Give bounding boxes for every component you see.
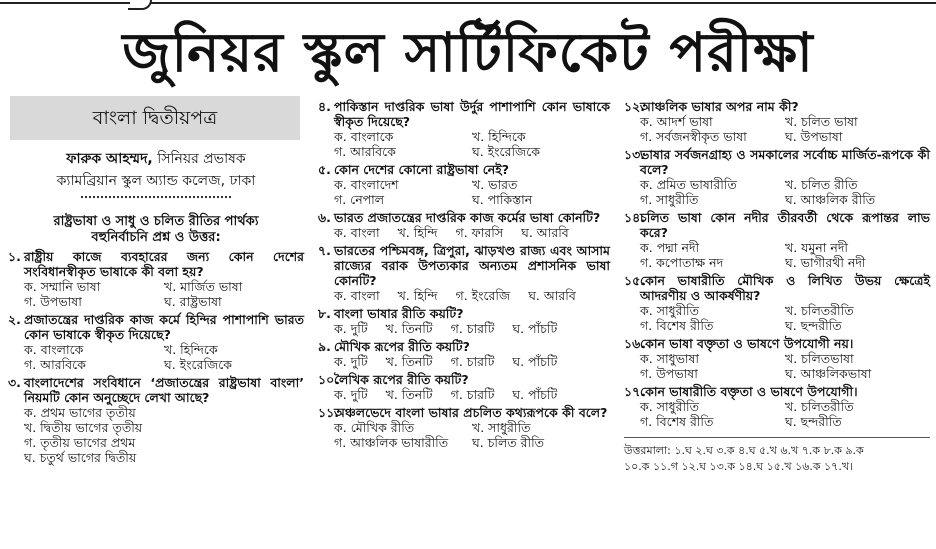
question-15	[624, 273, 930, 333]
option-ga: গ. আরবিকে	[24, 357, 86, 372]
option-kha: খ. চলিত রীতি	[785, 177, 858, 192]
option-gha: ঘ. ইংরেজিকে	[472, 144, 540, 159]
option-ga: গ. কপোতাক্ষ নদ	[640, 255, 724, 270]
option-ga: গ. চারটি	[450, 354, 495, 369]
option-gha: ঘ. আঞ্চলিকভাষা	[785, 366, 872, 381]
question-number: ৩.	[8, 375, 21, 390]
question-number: ১০.	[318, 372, 339, 387]
option-ga: গ. চারটি	[450, 387, 495, 402]
option-ka: ক. সম্মানি ভাষা	[24, 279, 101, 294]
option-gha: ঘ. পাঁচটি	[512, 321, 558, 336]
question-text: পাকিস্তান দাপ্তরিক ভাষা উর্দুর পাশাপাশি কোন ভাষাকে স্বীকৃত দিয়েছে?	[334, 99, 610, 129]
question-text: লৈখিক রূপের রীতি কয়টি?	[334, 372, 469, 387]
question-4	[318, 99, 610, 159]
question-text: অঞ্চলভেদে বাংলা ভাষার প্রচলিত কথ্যরূপকে কী বলে?	[334, 405, 608, 420]
option-kha: খ. চলিত ভাষা	[785, 114, 858, 129]
question-8	[318, 306, 610, 336]
option-ga: গ. চারটি	[450, 321, 495, 336]
question-10	[318, 372, 610, 402]
option-ga: গ. নেপাল	[334, 192, 385, 207]
topic-line-1: রাষ্ট্রভাষা ও সাধু ও চলিত রীতির পার্থক্য	[53, 214, 259, 229]
option-kha: খ. তিনটি	[385, 321, 433, 336]
question-text: প্রজাতন্ত্রের দাপ্তরিক কাজ কর্মে হিন্দির পাশাপাশি ভারত কোন ভাষাকে স্বীকৃত দিয়েছে?	[24, 312, 304, 342]
option-ka: ক. সাধুরীতি	[640, 399, 699, 414]
option-gha: ঘ. উপভাষা	[785, 129, 843, 144]
option-kha: খ. সাধুরীতি	[472, 420, 531, 435]
option-ka: ক. বাংলা	[334, 225, 380, 240]
option-ka: ক. মৌখিক রীতি	[334, 420, 415, 435]
option-gha: ঘ. পাঁচটি	[512, 387, 558, 402]
top-border	[0, 0, 936, 8]
option-kha: খ. হিন্দি	[397, 288, 438, 303]
question-text: কোন ভাষারীতি বক্তৃতা ও ভাষণে উপযোগী।	[640, 384, 858, 399]
option-ga: গ. তৃতীয় ভাগের প্রথম	[24, 435, 136, 450]
option-ga: গ. উপভাষা	[640, 366, 698, 381]
option-kha: খ. হিন্দিকে	[472, 129, 526, 144]
question-number: ১১.	[318, 405, 339, 420]
question-number: ১৫.	[624, 273, 645, 288]
question-text: কোন ভাষা বক্তৃতা ও ভাষণে উপযোগী নয়।	[640, 336, 854, 351]
option-gha: ঘ. পাঁচটি	[512, 354, 558, 369]
question-5	[318, 162, 610, 207]
question-text: চলিত ভাষা কোন নদীর তীরবর্তী থেকে রূপান্তর লাভ করে?	[640, 210, 930, 240]
option-ka: ক. দুটি	[334, 387, 368, 402]
option-kha: খ. ভারত	[472, 177, 518, 192]
question-text: আঞ্চলিক ভাষার অপর নাম কী?	[640, 99, 799, 114]
option-ka: ক. দুটি	[334, 354, 368, 369]
option-ga: গ. ফারসি	[455, 225, 504, 240]
column-1	[8, 96, 304, 465]
question-11	[318, 405, 610, 450]
option-ga: গ. বিশেষ রীতি	[640, 414, 714, 429]
question-number: ৭.	[318, 243, 331, 258]
question-text: বাংলাদেশের সংবিধানে ‘প্রজাতন্ত্রের রাষ্ট্রভাষা বাংলা’ নিয়মটি কোন অনুচ্ছেদে লেখা আছে?	[24, 375, 304, 405]
page-title: জুনিয়র স্কুল সার্টিফিকেট পরীক্ষা	[122, 21, 814, 84]
question-text: কোন ভাষারীতি মৌখিক ও লিখিত উভয় ক্ষেত্রেই আদরণীয় ও আকর্ষণীয়?	[640, 273, 930, 303]
option-gha: ঘ. আঞ্চলিক রীতি	[785, 192, 876, 207]
option-gha: ঘ. আরবি	[528, 288, 576, 303]
question-2	[8, 312, 304, 372]
question-text: রাষ্ট্রীয় কাজে ব্যবহারের জন্য কোন দেশের সংবিধানস্বীকৃত ভাষাকে কী বলা হয়?	[24, 249, 304, 279]
option-gha: ঘ. চতুর্থ ভাগের দ্বিতীয়	[24, 450, 137, 465]
option-ka: ক. বাংলাকে	[24, 342, 84, 357]
author-designation: সিনিয়র প্রভাষক	[157, 151, 246, 167]
question-text: ভাষার সর্বজনগ্রাহ্য ও সমকালের সর্বোচ্চ মার্জিত-রূপকে কী বলে?	[640, 147, 930, 177]
option-kha: খ. দ্বিতীয় ভাগের তৃতীয়	[24, 420, 143, 435]
question-text: কোন দেশের কোনো রাষ্ট্রভাষা নেই?	[334, 162, 509, 177]
question-7	[318, 243, 610, 303]
question-number: ২.	[8, 312, 21, 327]
question-number: ৪.	[318, 99, 331, 114]
question-12	[624, 99, 930, 144]
author-institution: ক্যামব্রিয়ান স্কুল অ্যান্ড কলেজ, ঢাকা	[56, 173, 256, 189]
option-ga: গ. উপভাষা	[24, 294, 82, 309]
option-ga: গ. সর্বজনস্বীকৃত ভাষা	[640, 129, 747, 144]
option-kha: খ. হিন্দি	[397, 225, 438, 240]
option-ka: ক. সাধুভাষা	[640, 351, 700, 366]
option-ka: ক. বাংলাকে	[334, 129, 394, 144]
answer-key-line-2: ১০.ক ১১.গ ১২.ঘ ১৩.ক ১৪.ঘ ১৫.খ ১৬.ক ১৭.খ।	[624, 460, 853, 473]
question-14	[624, 210, 930, 270]
question-number: ৬.	[318, 210, 331, 225]
option-gha: ঘ. ছন্দরীতি	[785, 318, 842, 333]
option-ga: গ. সাধুরীতি	[640, 192, 699, 207]
question-text: মৌখিক রূপের রীতি কয়টি?	[334, 339, 470, 354]
question-text: ভারতের পশ্চিমবঙ্গ, ত্রিপুরা, ঝাড়খণ্ড রাজ্য এবং আসাম রাজ্যের বরাক উপত্যকার অন্যতম প্রশাসনিক ভাষা কোনটি?	[334, 243, 610, 288]
option-gha: ঘ. চলিত রীতি	[472, 435, 545, 450]
question-number: ১৬.	[624, 336, 645, 351]
option-ka: ক. প্রমিত ভাষারীতি	[640, 177, 737, 192]
question-17	[624, 384, 930, 429]
author-block	[8, 148, 304, 198]
option-kha: খ. চলিতরীতি	[785, 303, 854, 318]
option-gha: ঘ. ইংরেজিকে	[164, 357, 232, 372]
question-number: ১.	[8, 249, 21, 264]
option-kha: খ. হিন্দিকে	[164, 342, 218, 357]
question-number: ১৩.	[624, 147, 645, 162]
option-ga: গ. আরবিকে	[334, 144, 396, 159]
question-13	[624, 147, 930, 207]
topic-line-2: বহুনির্বাচনি প্রশ্ন ও উত্তর:	[91, 230, 221, 245]
option-kha: খ. তিনটি	[385, 387, 433, 402]
question-6	[318, 210, 610, 240]
question-text: ভারত প্রজাতন্ত্রের দাপ্তরিক কাজ কর্মের ভাষা কোনটি?	[334, 210, 601, 225]
option-kha: খ. চলিতরীতি	[785, 399, 854, 414]
option-ga: গ. বিশেষ রীতি	[640, 318, 714, 333]
option-ga: গ. আঞ্চলিক ভাষারীতি	[334, 435, 449, 450]
option-ka: ক. প্রথম ভাগের তৃতীয়	[24, 405, 136, 420]
question-number: ১৪.	[624, 210, 645, 225]
option-kha: খ. যমুনা নদী	[785, 240, 848, 255]
question-text: বাংলা ভাষার রীতি কয়টি?	[334, 306, 464, 321]
option-ka: ক. সাধুরীতি	[640, 303, 699, 318]
dotted-divider	[81, 196, 231, 198]
option-kha: খ. মার্জিত ভাষা	[164, 279, 243, 294]
option-ka: ক. বাংলাদেশ	[334, 177, 399, 192]
option-ga: গ. ইংরেজি	[455, 288, 511, 303]
option-ka: ক. দুটি	[334, 321, 368, 336]
question-number: ৮.	[318, 306, 331, 321]
option-ka: ক. আদর্শ ভাষা	[640, 114, 713, 129]
option-kha: খ. চলিতভাষা	[785, 351, 854, 366]
question-9	[318, 339, 610, 369]
answer-key	[624, 437, 930, 475]
option-ka: ক. বাংলা	[334, 288, 380, 303]
question-3	[8, 375, 304, 465]
topic-heading	[8, 214, 304, 246]
option-gha: ঘ. রাষ্ট্রভাষা	[164, 294, 222, 309]
question-number: ১২.	[624, 99, 645, 114]
option-gha: ঘ. ছন্দরীতি	[785, 414, 842, 429]
question-number: ৫.	[318, 162, 331, 177]
option-gha: ঘ. পাকিস্তান	[472, 192, 533, 207]
question-1	[8, 249, 304, 309]
option-gha: ঘ. আরবি	[521, 225, 569, 240]
question-number: ৯.	[318, 339, 331, 354]
option-kha: খ. তিনটি	[385, 354, 433, 369]
question-number: ১৭.	[624, 384, 645, 399]
column-2	[318, 96, 610, 450]
option-ka: ক. পদ্মা নদী	[640, 240, 700, 255]
column-3	[624, 96, 930, 475]
option-gha: ঘ. ভাগীরথী নদী	[785, 255, 866, 270]
author-name: ফারুক আহম্মদ,	[66, 151, 153, 167]
answer-key-line-1: উত্তরমালা: ১.ঘ ২.ঘ ৩.ক ৪.ঘ ৫.খ ৬.খ ৭.ক ৮.ক ৯.ক	[624, 444, 864, 457]
question-16	[624, 336, 930, 381]
section-title: বাংলা দ্বিতীয়পত্র	[10, 96, 300, 140]
